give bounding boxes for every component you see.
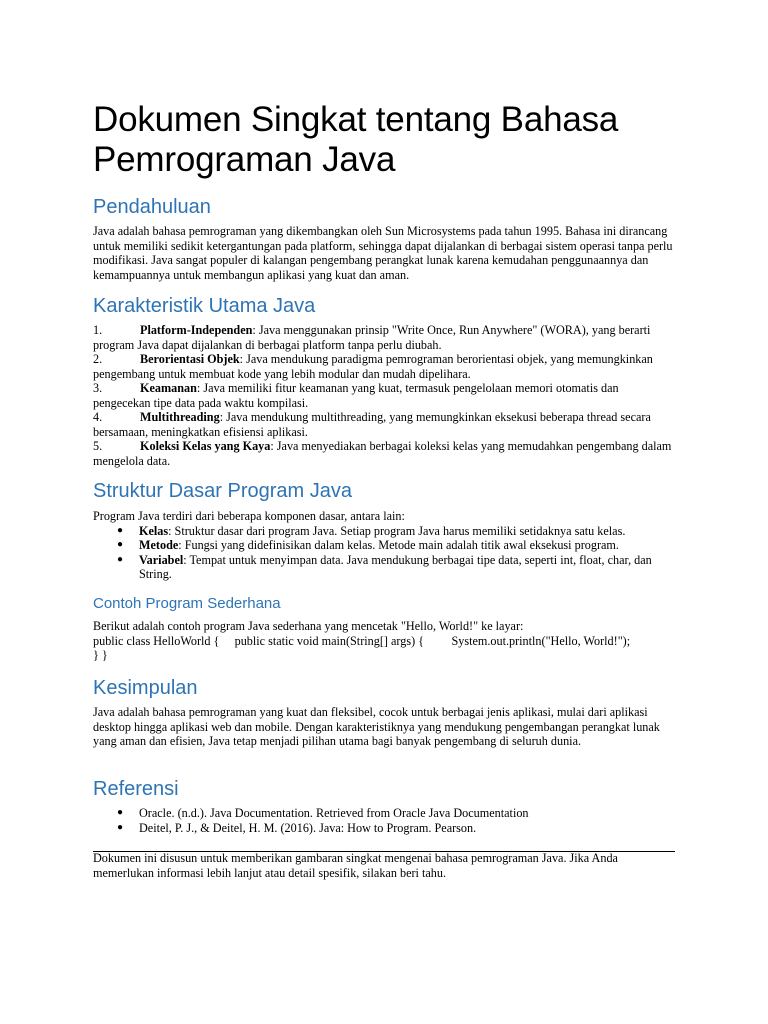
structure-list — [117, 524, 675, 582]
list-item — [117, 553, 675, 582]
feature-desc: : Java menyediakan berbagai koleksi kelas yang memudahkan pengembang dalam mengelola data. — [93, 439, 672, 468]
list-item — [93, 323, 675, 352]
references-list — [117, 806, 675, 835]
feature-term: Keamanan — [140, 381, 197, 395]
heading-structure: Struktur Dasar Program Java — [93, 480, 352, 502]
structure-desc: : Fungsi yang didefinisikan dalam kelas. Metode main adalah titik awal eksekusi program. — [178, 538, 619, 552]
reference-item — [117, 806, 675, 821]
feature-desc: : Java memiliki fitur keamanan yang kuat, termasuk pengelolaan memori otomatis dan pengecekan tipe data pada waktu kompilasi. — [93, 381, 619, 410]
conclusion-paragraph: Java adalah bahasa pemrograman yang kuat dan fleksibel, cocok untuk berbagai jenis aplikasi, mulai dari aplikasi desktop hingga aplikasi web dan mobile. Dengan karakteristiknya yang mendukung pengembangan perangkat lunak yang aman dan efisien, Java tetap menjadi pilihan utama bagi banyak pengembang di seluruh dunia. — [93, 705, 660, 748]
list-number: 3. — [93, 381, 103, 395]
list-number: 2. — [93, 352, 103, 366]
structure-intro: Program Java terdiri dari beberapa komponen dasar, antara lain: — [93, 509, 405, 523]
list-item — [93, 439, 675, 468]
list-number: 5. — [93, 439, 103, 453]
list-item — [93, 410, 675, 439]
code-line: public class HelloWorld { public static void main(String[] args) { System.out.println("Hello, World!"); — [93, 633, 631, 648]
list-item — [117, 524, 675, 539]
bullet-icon: ● — [117, 539, 124, 550]
list-item — [93, 381, 675, 410]
structure-term: Variabel — [139, 552, 184, 567]
heading-references: Referensi — [93, 778, 179, 800]
heading-conclusion: Kesimpulan — [93, 677, 198, 699]
structure-desc: : Struktur dasar dari program Java. Setiap program Java harus memiliki setidaknya satu kelas. — [168, 523, 626, 538]
bullet-icon: ● — [117, 524, 124, 536]
bullet-icon: ● — [117, 553, 124, 565]
bullet-icon: ● — [117, 807, 124, 818]
heading-features: Karakteristik Utama Java — [93, 295, 316, 317]
feature-term: Platform-Independen — [140, 323, 253, 337]
example-intro: Berikut adalah contoh program Java sederhana yang mencetak "Hello, World!" ke layar: — [93, 619, 524, 633]
intro-paragraph: Java adalah bahasa pemrograman yang dikembangkan oleh Sun Microsystems pada tahun 1995. Bahasa ini dirancang untuk memiliki sedikit ketergantungan pada platform, sehingga dapat dijalankan di berbagai sistem operasi tanpa perlu modifikasi. Java sangat populer di kalangan pengembang perangkat lunak karena kemudahan penggunaannya dan kemampuannya untuk membangun aplikasi yang kuat dan aman. — [93, 224, 673, 282]
features-list — [93, 323, 675, 468]
feature-desc: : Java menggunakan prinsip "Write Once, Run Anywhere" (WORA), yang berarti program Java dapat dijalankan di berbagai platform tanpa perlu diubah. — [93, 323, 651, 352]
feature-term: Berorientasi Objek — [140, 352, 240, 366]
reference-text: Oracle. (n.d.). Java Documentation. Retrieved from Oracle Java Documentation — [139, 806, 529, 820]
structure-term: Kelas — [139, 523, 169, 538]
structure-desc: : Tempat untuk menyimpan data. Java mendukung berbagai tipe data, seperti int, float, char, dan String. — [139, 552, 652, 581]
list-item — [93, 352, 675, 381]
feature-desc: : Java mendukung multithreading, yang memungkinkan eksekusi beberapa thread secara bersamaan, meningkatkan efisiensi aplikasi. — [93, 410, 651, 439]
feature-term: Multithreading — [140, 410, 220, 424]
list-item — [117, 538, 675, 553]
code-line: } } — [93, 648, 108, 662]
structure-term: Metode — [139, 538, 179, 552]
bullet-icon: ● — [117, 821, 124, 833]
reference-text: Deitel, P. J., & Deitel, H. M. (2016). Java: How to Program. Pearson. — [139, 820, 477, 835]
feature-term: Koleksi Kelas yang Kaya — [140, 439, 271, 453]
feature-desc: : Java mendukung paradigma pemrograman berorientasi objek, yang memungkinkan pengembang untuk membuat kode yang lebih modular dan mudah dipelihara. — [93, 352, 653, 381]
list-number: 4. — [93, 410, 103, 424]
list-number: 1. — [93, 323, 103, 337]
document-title: Dokumen Singkat tentang Bahasa Pemrograman Java — [93, 100, 619, 179]
heading-intro: Pendahuluan — [93, 196, 211, 218]
reference-item — [117, 821, 675, 836]
footer-note: Dokumen ini disusun untuk memberikan gambaran singkat mengenai bahasa pemrograman Java. Jika Anda memerlukan informasi lebih lanjut atau detail spesifik, silakan beri tahu. — [93, 851, 618, 880]
heading-example: Contoh Program Sederhana — [93, 595, 281, 612]
